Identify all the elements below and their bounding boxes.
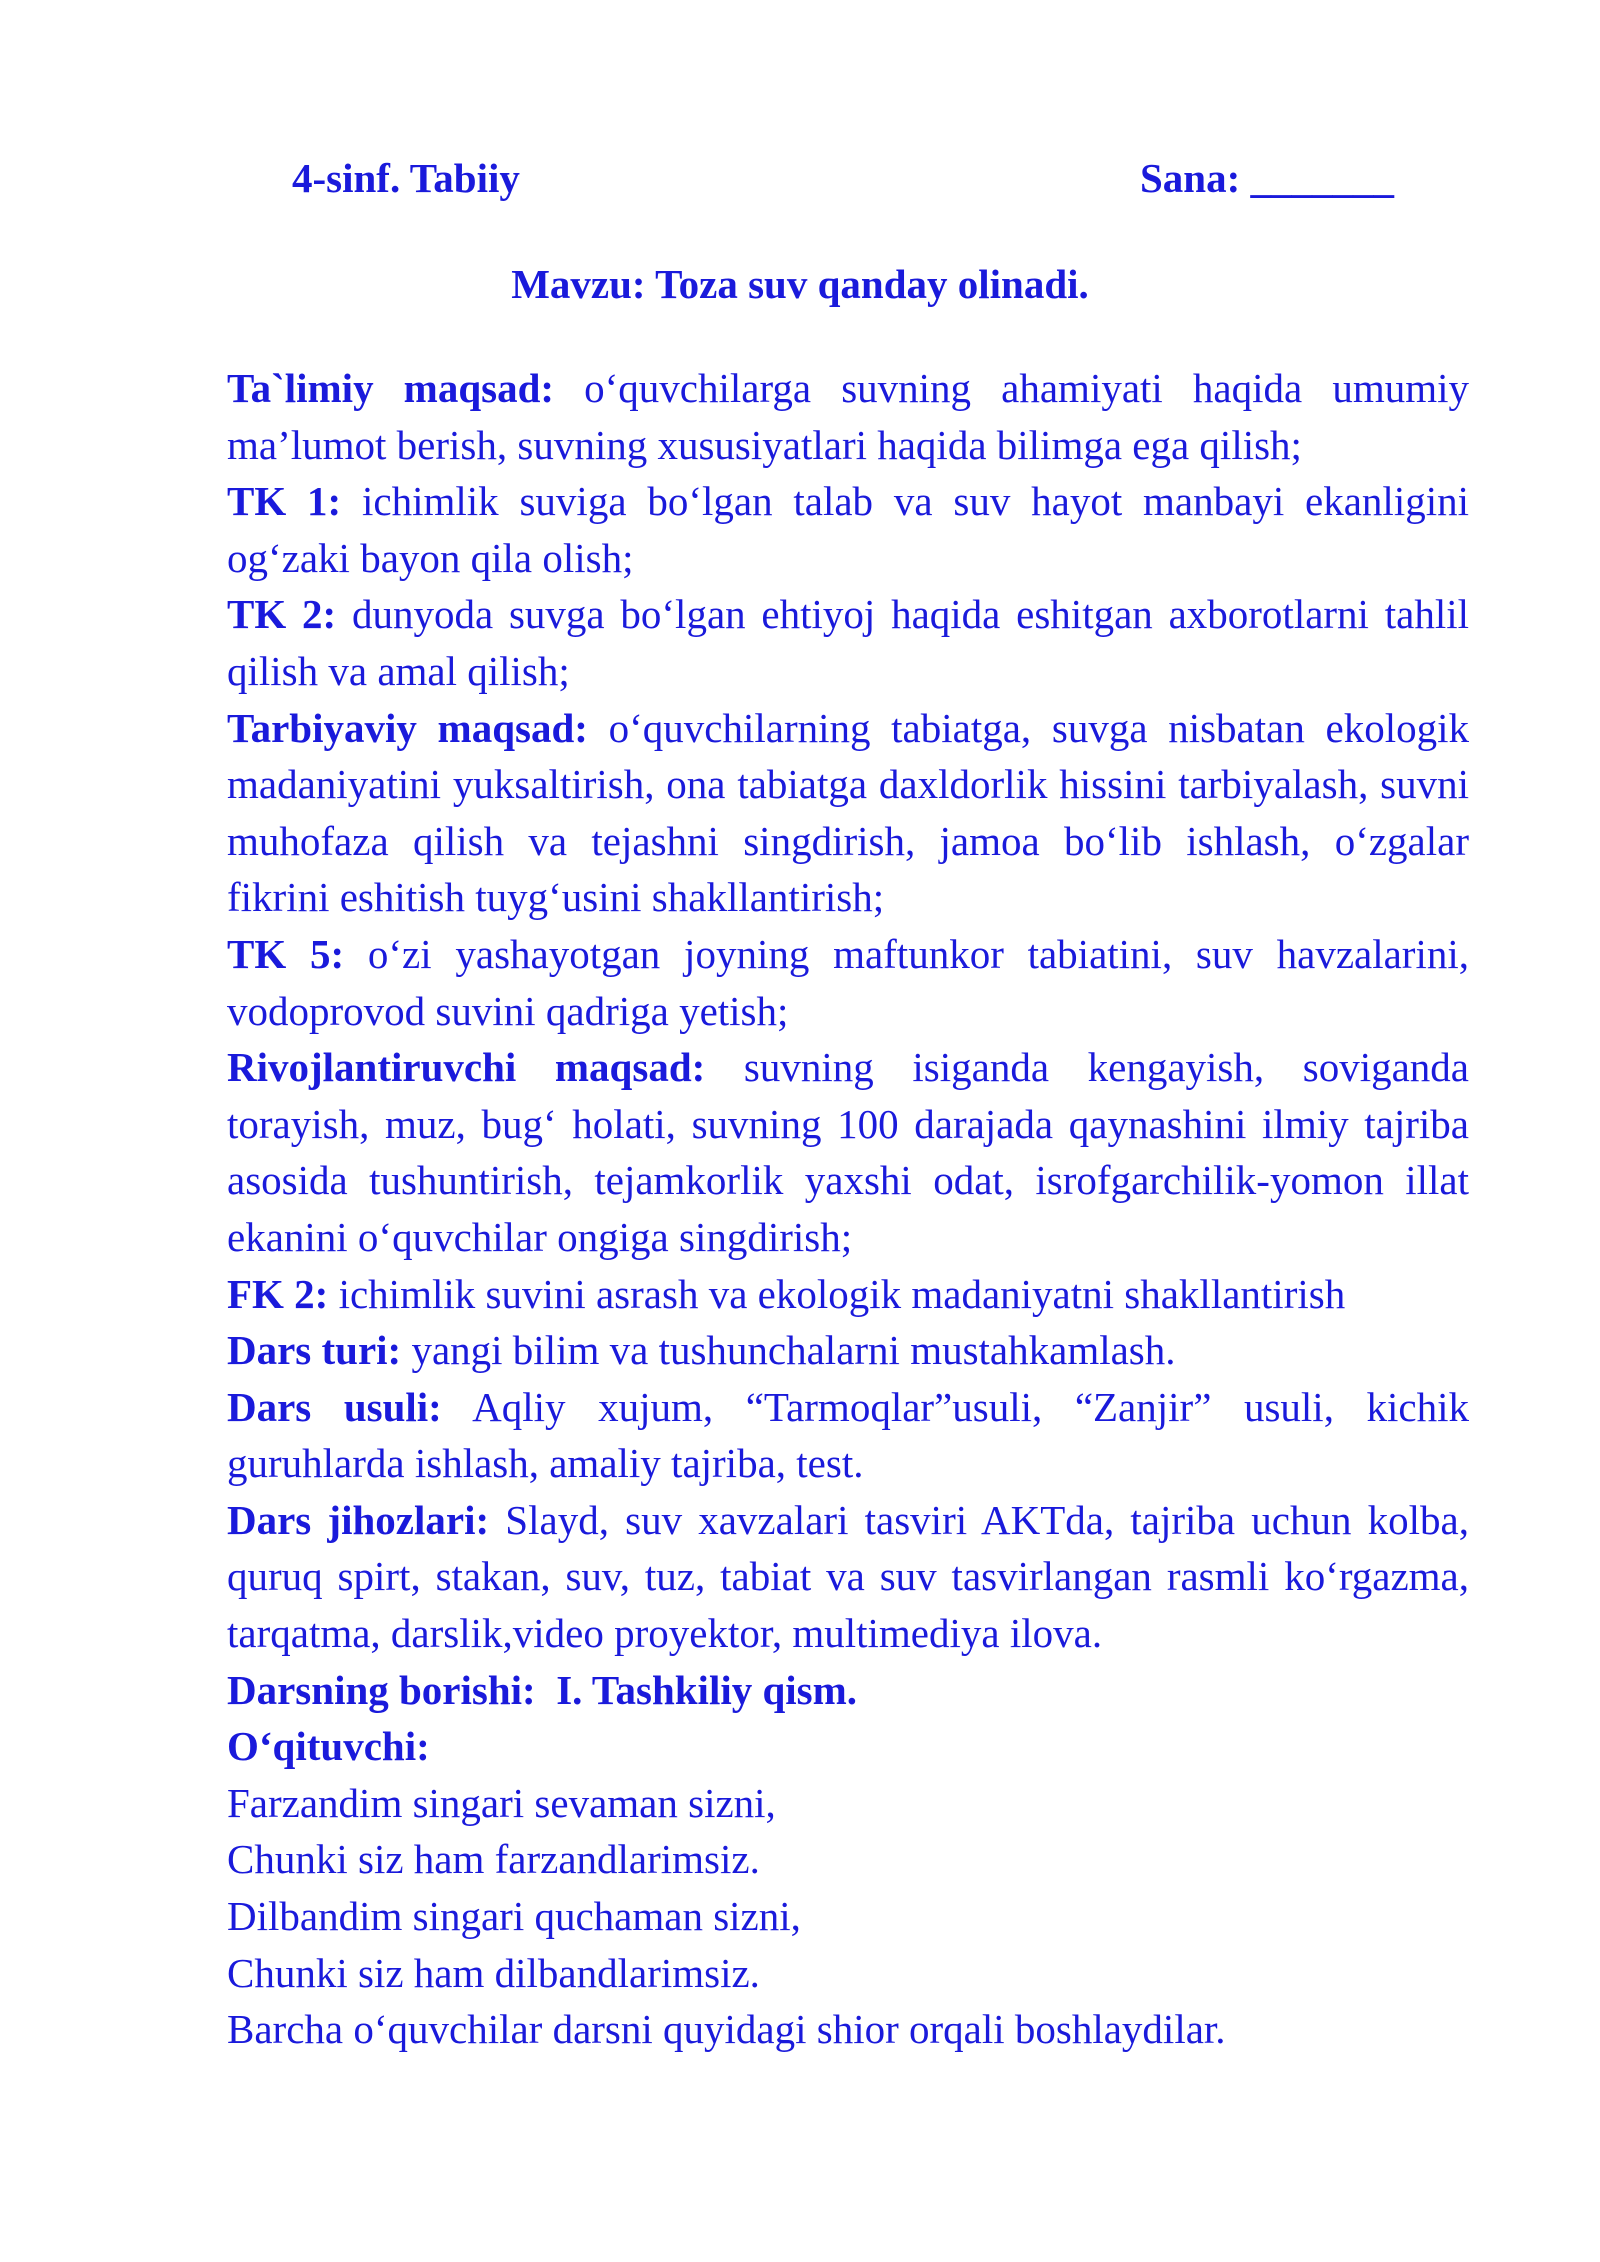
upbringing-goal [227, 700, 1469, 926]
section-text: o‘quvchilarning tabiatga, suvga nisbatan ekologik madaniyatini yuksaltirish, ona tabiatga daxldorlik hissini tarbiyalash, suvni muhofaza qilish va tejashni singdirish, jamoa bo‘lib ishlash, o‘zgalar fikrini eshitish tuyg‘usini shakllantirish; [227, 704, 1469, 921]
section-label: Darsning borishi: I. Tashkiliy qism. [227, 1666, 858, 1713]
section-label: Ta`limiy maqsad: [227, 365, 555, 411]
section-label: Dars turi: [227, 1327, 402, 1374]
section-label: TK 1: [227, 478, 342, 525]
document-body [227, 360, 1469, 2058]
section-text: Slayd, suv xavzalari tasviri AKTda, tajriba uchun kolba, quruq spirt, stakan, suv, tuz, tabiat va suv tasvirlangan rasmli ko‘rgazma, tarqatma, darslik,video proyektor, multimediya ilova. [227, 1496, 1469, 1657]
section-text: ichimlik suviga bo‘lgan talab va suv hayot manbayi ekanligini og‘zaki bayon qila olish; [227, 478, 1469, 581]
date-field: Sana: _______ [1140, 155, 1395, 201]
lesson-flow-heading [227, 1662, 1469, 1719]
lesson-equipment [227, 1492, 1469, 1662]
section-label: TK 5: [227, 930, 345, 977]
teacher-heading [227, 1718, 1469, 1775]
section-text: o‘quvchilarga suvning ahamiyati haqida umumiy ma’lumot berish, suvning xususiyatlari haqida bilimga ega qilish; [227, 365, 1469, 468]
educational-goal [227, 360, 1469, 473]
section-text: yangi bilim va tushunchalarni mustahkamlash. [411, 1327, 1176, 1374]
poem-line: Farzandim singari sevaman sizni, [227, 1779, 776, 1826]
poem-line: Dilbandim singari quchaman sizni, [227, 1893, 801, 1940]
section-label: Dars usuli: [227, 1383, 442, 1430]
developmental-goal [227, 1039, 1469, 1265]
section-text: suvning isiganda kengayish, soviganda torayish, muz, bug‘ holati, suvning 100 darajada qaynashini ilmiy tajriba asosida tushuntirish, tejamkorlik yaxshi odat, isrofgarchilik-yomon illat ekanini o‘quvchilar ongiga singdirish; [227, 1044, 1469, 1260]
poem-line: Chunki siz ham dilbandlarimsiz. [227, 1949, 760, 1996]
closing-line: Barcha o‘quvchilar darsni quyidagi shior orqali boshlaydilar. [227, 2006, 1226, 2053]
topic-heading: Mavzu: Toza suv qanday olinadi. [511, 261, 1089, 307]
section-label: Tarbiyaviy maqsad: [227, 704, 588, 751]
section-label: FK 2: [227, 1270, 329, 1317]
grade-subject-heading: 4-sinf. Tabiiy [292, 155, 520, 201]
lesson-method [227, 1379, 1469, 1492]
section-text: dunyoda suvga bo‘lgan ehtiyoj haqida eshitgan axborotlarni tahlil qilish va amal qilish; [227, 591, 1469, 694]
poem-line: Chunki siz ham farzandlarimsiz. [227, 1836, 760, 1883]
section-label: Dars jihozlari: [227, 1496, 490, 1543]
section-label: O‘qituvchi: [227, 1723, 430, 1770]
fk2-competence [227, 1266, 1469, 1323]
section-text: Aqliy xujum, “Tarmoqlar”usuli, “Zanjir” usuli, kichik guruhlarda ishlash, amaliy tajriba, test. [227, 1383, 1469, 1487]
section-label: Rivojlantiruvchi maqsad: [227, 1044, 706, 1091]
tk1-competence [227, 473, 1469, 586]
tk2-competence [227, 586, 1469, 699]
section-text: ichimlik suvini asrash va ekologik madaniyatni shakllantirish [338, 1270, 1346, 1317]
section-label: TK 2: [227, 591, 337, 638]
lesson-type [227, 1322, 1469, 1379]
tk5-competence [227, 926, 1469, 1039]
section-text: o‘zi yashayotgan joyning maftunkor tabiatini, suv havzalarini, vodoprovod suvini qadriga yetish; [227, 930, 1469, 1034]
